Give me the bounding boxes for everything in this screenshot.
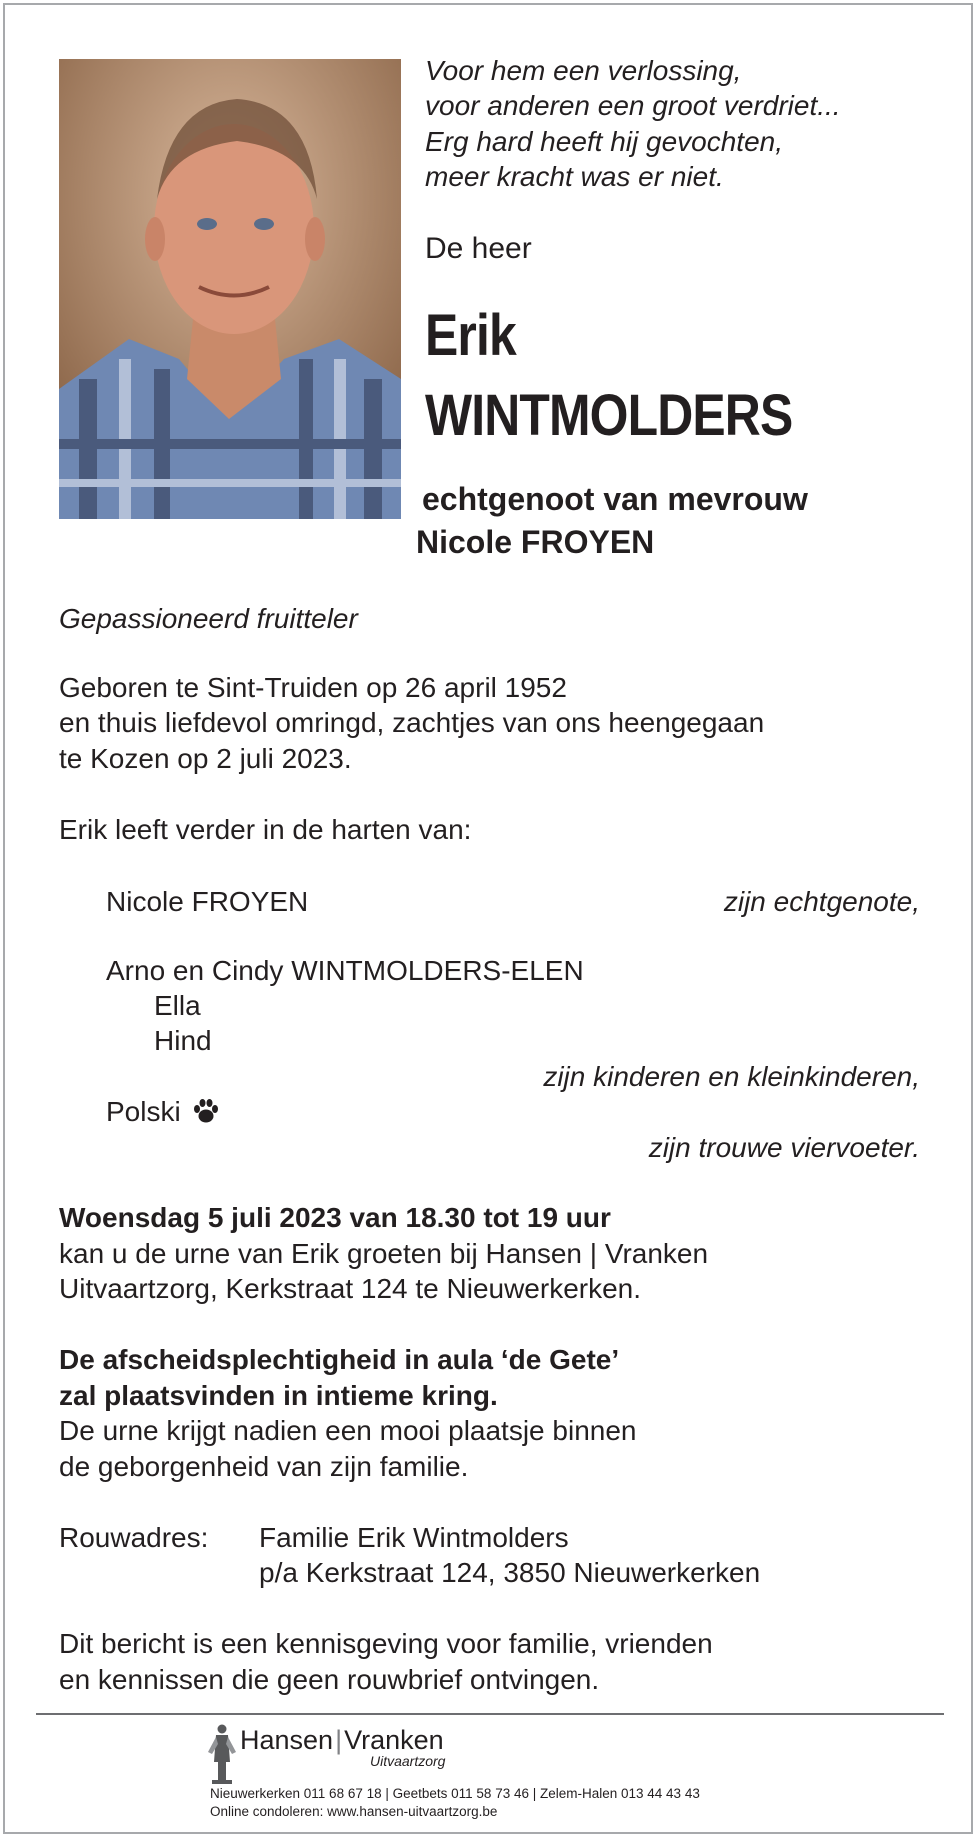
ceremony-heading: zal plaatsvinden in intieme kring.	[59, 1380, 498, 1411]
survivor-pet-relation: zijn trouwe viervoeter.	[648, 1132, 920, 1163]
birth-death-line: Geboren te Sint-Truiden op 26 april 1952	[59, 672, 567, 703]
survivor-pet-name: Polski	[106, 1096, 181, 1127]
survivor-children: Arno en Cindy WINTMOLDERS-ELEN	[106, 955, 584, 986]
spouse-name: Nicole FROYEN	[416, 524, 655, 560]
survivor-grandchild: Ella	[154, 990, 201, 1021]
survivor-children-relation: zijn kinderen en kleinkinderen,	[543, 1061, 920, 1092]
footer-online-link[interactable]: Online condoleren: www.hansen-uitvaartzorg.be	[210, 1804, 498, 1819]
visitation-line: Uitvaartzorg, Kerkstraat 124 te Nieuwerkerken.	[59, 1273, 642, 1304]
birth-death-line: te Kozen op 2 juli 2023.	[59, 743, 352, 774]
deceased-first-name: Erik	[425, 303, 516, 368]
deceased-last-name: WINTMOLDERS	[425, 383, 793, 448]
poem-line: meer kracht was er niet.	[425, 161, 724, 192]
notice-line: Dit bericht is een kennisgeving voor familie, vrienden	[59, 1628, 713, 1659]
spouse-line: echtgenoot van mevrouw	[422, 481, 808, 517]
occupation: Gepassioneerd fruitteler	[59, 603, 358, 634]
footer-divider	[36, 1713, 944, 1715]
poem-line: Erg hard heeft hij gevochten,	[425, 126, 784, 157]
logo-hansen: Hansen	[240, 1725, 334, 1755]
footer-logo	[240, 1724, 444, 1756]
ceremony-line: De urne krijgt nadien een mooi plaatsje binnen	[59, 1415, 637, 1446]
notice-line: en kennissen die geen rouwbrief ontvingen.	[59, 1664, 600, 1695]
salutation: De heer	[425, 232, 532, 265]
address-label: Rouwadres:	[59, 1522, 209, 1553]
angel-statue-icon	[206, 1722, 238, 1784]
address-line: p/a Kerkstraat 124, 3850 Nieuwerkerken	[259, 1557, 761, 1588]
survivor-grandchild: Hind	[154, 1025, 212, 1056]
survivor-wife-relation: zijn echtgenote,	[723, 886, 920, 917]
birth-death-line: en thuis liefdevol omringd, zachtjes van ons heengegaan	[59, 707, 765, 738]
portrait-photo	[59, 59, 401, 519]
survivors-intro: Erik leeft verder in de harten van:	[59, 814, 472, 845]
logo-subtitle: Uitvaartzorg	[370, 1753, 446, 1769]
address-line: Familie Erik Wintmolders	[259, 1522, 569, 1553]
visitation-heading: Woensdag 5 juli 2023 van 18.30 tot 19 uur	[59, 1202, 611, 1233]
survivor-wife-name: Nicole FROYEN	[106, 886, 309, 917]
paw-icon	[192, 1098, 220, 1124]
footer-phones: Nieuwerkerken 011 68 67 18 | Geetbets 011 58 73 46 | Zelem-Halen 013 44 43 43	[210, 1786, 700, 1801]
ceremony-heading: De afscheidsplechtigheid in aula ‘de Gete’	[59, 1344, 620, 1375]
ceremony-line: de geborgenheid van zijn familie.	[59, 1451, 469, 1482]
logo-vranken: Vranken	[344, 1725, 444, 1755]
visitation-line: kan u de urne van Erik groeten bij Hansen | Vranken	[59, 1238, 709, 1269]
poem-line: Voor hem een verlossing,	[425, 55, 742, 86]
poem-line: voor anderen een groot verdriet...	[425, 90, 841, 121]
logo-separator: |	[335, 1725, 343, 1755]
survivor-pet	[106, 1094, 220, 1129]
